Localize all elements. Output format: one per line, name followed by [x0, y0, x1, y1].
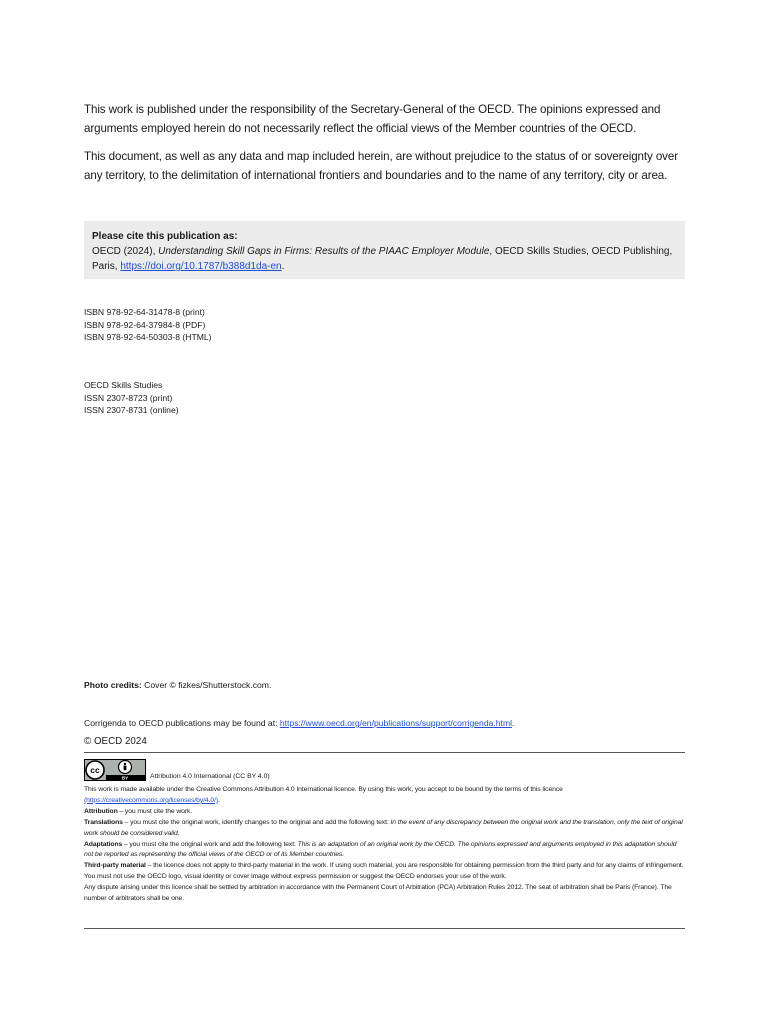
licence-adaptations: [84, 840, 685, 862]
citation-doi-link[interactable]: https://doi.org/10.1787/b388d1da-en: [120, 261, 282, 272]
licence-translations: [84, 818, 685, 840]
corrigenda-line: [84, 718, 514, 728]
corrigenda-link[interactable]: https://www.oecd.org/en/publications/support/corrigenda.html: [279, 718, 513, 728]
attribution-label: Attribution: [84, 807, 118, 815]
translations-italic: In the event of any discrepancy between the original work and the translation, only the text of original work should be considered valid.: [84, 818, 683, 837]
photo-credits-text: Cover © fizkes/Shutterstock.com.: [141, 680, 272, 690]
disclaimer-paragraph-1: This work is published under the responsibility of the Secretary-General of the OECD. The opinions expressed and arguments employed herein do not necessarily reflect the official views of the Member countries of the OECD.: [84, 103, 661, 135]
divider-bottom: [84, 928, 685, 929]
third-party-label: Third-party material: [84, 862, 146, 870]
isbn-block: [84, 306, 212, 344]
disclaimer-paragraph-2: This document, as well as any data and map included herein, are without prejudice to the status of or sovereignty over any territory, to the delimitation of international frontiers and boundaries and to the name of any territory, city or area.: [84, 150, 678, 182]
cc-licence-label: Attribution 4.0 International (CC BY 4.0): [150, 773, 270, 780]
third-party-text: – the licence does not apply to third-party material in the work. If using such material, you are responsible for obtaining permission from the third party and for any claims of infringement.: [145, 862, 684, 870]
series-block: [84, 379, 179, 417]
svg-text:cc: cc: [90, 765, 100, 775]
citation-heading: Please cite this publication as:: [92, 231, 238, 242]
adaptations-text: – you must cite the original work and add the following text:: [122, 840, 298, 848]
issn-online: ISSN 2307-8731 (online): [84, 405, 179, 415]
licence-text: [84, 785, 685, 905]
licence-intro-text: This work is made available under the Creative Commons Attribution 4.0 International licence. By using this work, you accept to be bound by the terms of this licence: [84, 786, 563, 793]
cc-by-badge-text: BY: [121, 775, 129, 781]
divider-top: [84, 752, 685, 753]
attribution-text: – you must cite the work.: [117, 807, 193, 815]
isbn-print: ISBN 978-92-64-31478-8 (print): [84, 307, 205, 317]
licence-third-party: [84, 861, 685, 872]
isbn-html: ISBN 978-92-64-50303-8 (HTML): [84, 332, 212, 342]
translations-text: – you must cite the original work, identify changes to the original and add the following text:: [122, 818, 391, 826]
photo-credits: [84, 680, 271, 690]
citation-box: [84, 221, 685, 279]
issn-print: ISSN 2307-8723 (print): [84, 392, 173, 403]
translations-label: Translations: [84, 818, 123, 826]
corrigenda-end: .: [512, 718, 515, 728]
licence-link[interactable]: (https://creativecommons.org/licenses/by/4.0/): [84, 796, 219, 804]
adaptations-label: Adaptations: [84, 840, 123, 848]
photo-credits-label: Photo credits:: [84, 680, 142, 690]
isbn-pdf: ISBN 978-92-64-37984-8 (PDF): [84, 319, 206, 330]
licence-intro: [84, 785, 685, 807]
cc-by-licence-icon: [84, 759, 146, 781]
licence-attribution: [84, 807, 685, 818]
citation-suffix: , OECD Skills Studies, OECD Publishing, Paris,: [92, 246, 673, 272]
licence-dispute: Any dispute arising under this licence shall be settled by arbitration in accordance with the Permanent Court of Arbitration (PCA) Arbitration Rules 2012. The seat of arbitration shall be Paris (France). The number of arbitrators shall be one.: [84, 884, 672, 903]
series-name: OECD Skills Studies: [84, 380, 163, 390]
corrigenda-text: Corrigenda to OECD publications may be found at:: [84, 718, 280, 728]
citation-body: [92, 246, 672, 272]
citation-title: Understanding Skill Gaps in Firms: Results of the PIAAC Employer Module: [158, 246, 490, 257]
licence-link-end: .: [218, 796, 220, 804]
citation-end: .: [281, 261, 285, 272]
licence-logo-notice: You must not use the OECD logo, visual identity or cover image without express permission or suggest the OECD endorses your use of the work.: [84, 873, 507, 881]
copyright: © OECD 2024: [84, 736, 147, 747]
citation-prefix: OECD (2024),: [92, 246, 159, 257]
adaptations-italic: This is an adaptation of an original work by the OECD. The opinions expressed and arguments employed in this adaptation should not be reported as representing the official views of the OECD or of its Member countries.: [84, 840, 677, 859]
